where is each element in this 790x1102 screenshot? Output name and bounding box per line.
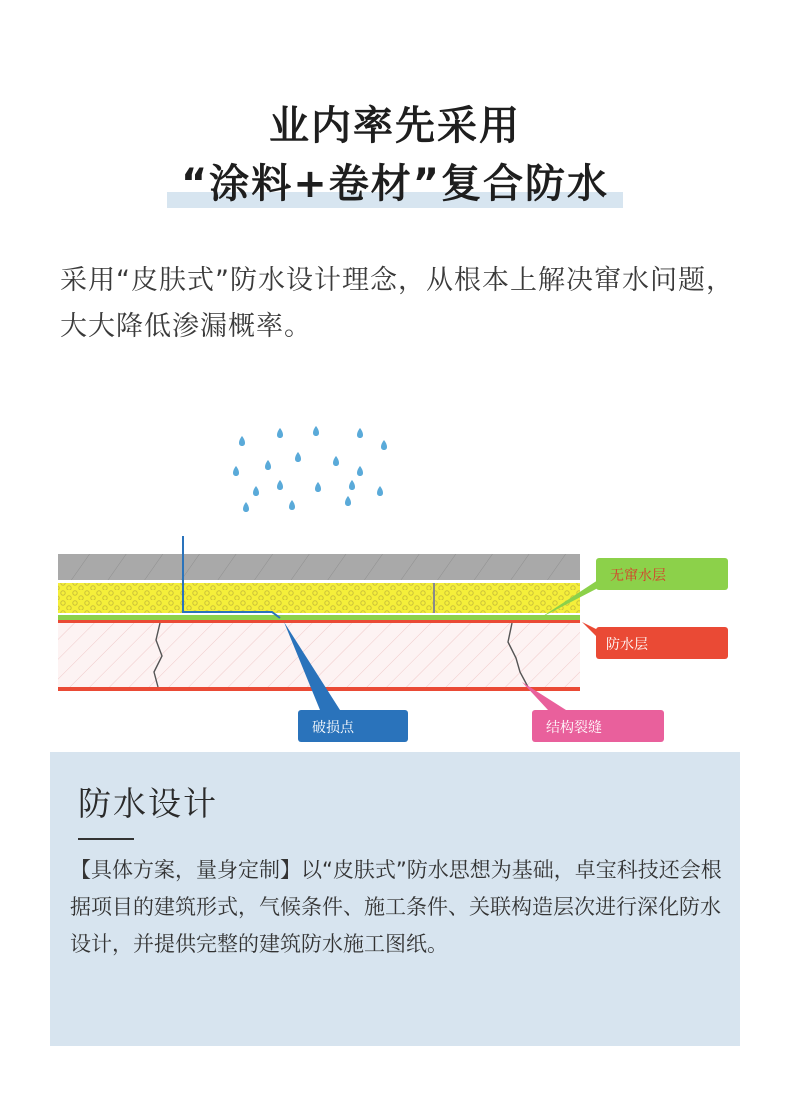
rain-drop-icon — [357, 466, 363, 476]
rain-drop-icon — [243, 502, 249, 512]
no-channel-line — [58, 615, 580, 620]
panel-heading-rule — [78, 838, 134, 840]
intro-paragraph: 采用“皮肤式”防水设计理念，从根本上解决窜水问题，大大降低渗漏概率。 — [60, 265, 734, 342]
rain-drop-icon — [239, 436, 245, 446]
rain-drop-icon — [381, 440, 387, 450]
rain-drop-icon — [277, 428, 283, 438]
callout-waterproof-label: 防水层 — [606, 637, 648, 653]
design-panel — [50, 752, 740, 1046]
rain-drop-icon — [333, 456, 339, 466]
rain-drop-icon — [313, 426, 319, 436]
rain-drop-icon — [377, 486, 383, 496]
rain-drop-icon — [265, 460, 271, 470]
callout-damage-point-label: 破损点 — [312, 720, 354, 736]
rain-drop-icon — [295, 452, 301, 462]
rain-drop-icon — [345, 496, 351, 506]
waterproof-layer-diagram — [0, 420, 790, 750]
rain-drop-icon — [253, 486, 259, 496]
rain-drop-icon — [277, 480, 283, 490]
rain-drop-icon — [357, 428, 363, 438]
callout-no-channel-label: 无窜水层 — [610, 568, 666, 584]
callout-structural-crack-label: 结构裂缝 — [546, 720, 602, 736]
rain-drop-icon — [349, 480, 355, 490]
callout-pointer-red — [582, 622, 598, 638]
panel-heading: 防水设计 — [78, 784, 218, 823]
rain-drop-icon — [315, 482, 321, 492]
panel-body-text: 【具体方案，量身定制】以“皮肤式”防水思想为基础，卓宝科技还会根据项目的建筑形式，气候条件、施工条件、关联构造层次进行深化防水设计，并提供完整的建筑防水施工图纸。 — [70, 858, 722, 956]
page-title-line1: 业内率先采用 — [269, 103, 521, 149]
page-title-line2-wrap — [181, 158, 609, 210]
page-title-line2: “涂料+卷材”复合防水 — [180, 161, 610, 207]
waterproof-line-top — [58, 620, 580, 623]
rain-drops — [233, 426, 387, 512]
rain-drop-icon — [289, 500, 295, 510]
rain-drop-icon — [233, 466, 239, 476]
title-block — [0, 100, 790, 210]
